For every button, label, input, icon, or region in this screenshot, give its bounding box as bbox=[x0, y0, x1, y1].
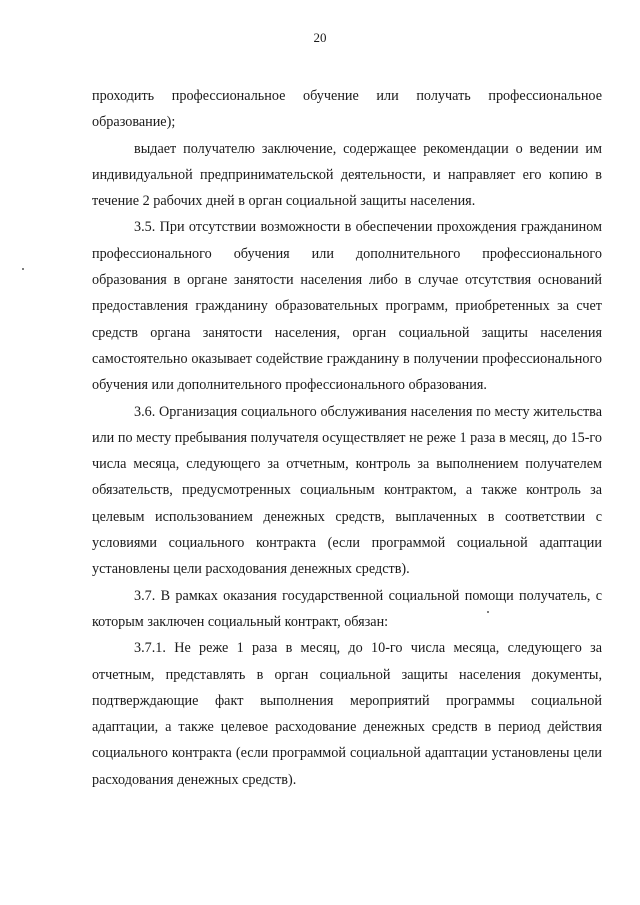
scan-speck bbox=[22, 268, 24, 270]
paragraph-3-5: 3.5. При отсутствии возможности в обеспечении прохождения гражданином профессионального обучения или дополнительного профессионального образования в органе занятости населения либо в случае отсутствия оснований предоставления гражданину образовательных программ, приобретенных за счет средств органа занятости населения, орган социальной защиты населения самостоятельно оказывает содействие гражданину в получении профессионального обучения или дополнительного профессионального образования. bbox=[92, 219, 602, 394]
paragraph-conclusion: выдает получателю заключение, содержащее рекомендации о ведении им индивидуальной предпринимательской деятельности, и направляет его копию в течение 2 рабочих дней в орган социальной защиты населения. bbox=[92, 140, 602, 210]
paragraph-3-7: 3.7. В рамках оказания государственной социальной помощи получатель, с которым заключен социальный контракт, обязан: bbox=[92, 587, 602, 630]
paragraph-3-7-1: 3.7.1. Не реже 1 раза в месяц, до 10-го числа месяца, следующего за отчетным, представлять в орган социальной защиты населения документы, подтверждающие факт выполнения мероприятий программы социальной адаптации, а также целевое расходование денежных средств в период действия социального контракта (если программой социальной адаптации установлены цели расходования денежных средств). bbox=[92, 640, 602, 788]
document-body bbox=[92, 83, 602, 793]
page-number: 20 bbox=[313, 30, 327, 45]
scan-speck bbox=[487, 611, 489, 613]
paragraph-continuation: проходить профессиональное обучение или получать профессиональное образование); bbox=[92, 88, 602, 131]
paragraph-3-6: 3.6. Организация социального обслуживания населения по месту жительства или по месту пребывания получателя осуществляет не реже 1 раза в месяц, до 15-го числа месяца, следующего за отчетным, контроль за выполнением получателем обязательств, предусмотренных социальным контрактом, а также контроль за целевым использованием денежных средств, выплаченных в соответствии с условиями социального контракта (если программой социальной адаптации установлены цели расходования денежных средств). bbox=[92, 403, 602, 578]
